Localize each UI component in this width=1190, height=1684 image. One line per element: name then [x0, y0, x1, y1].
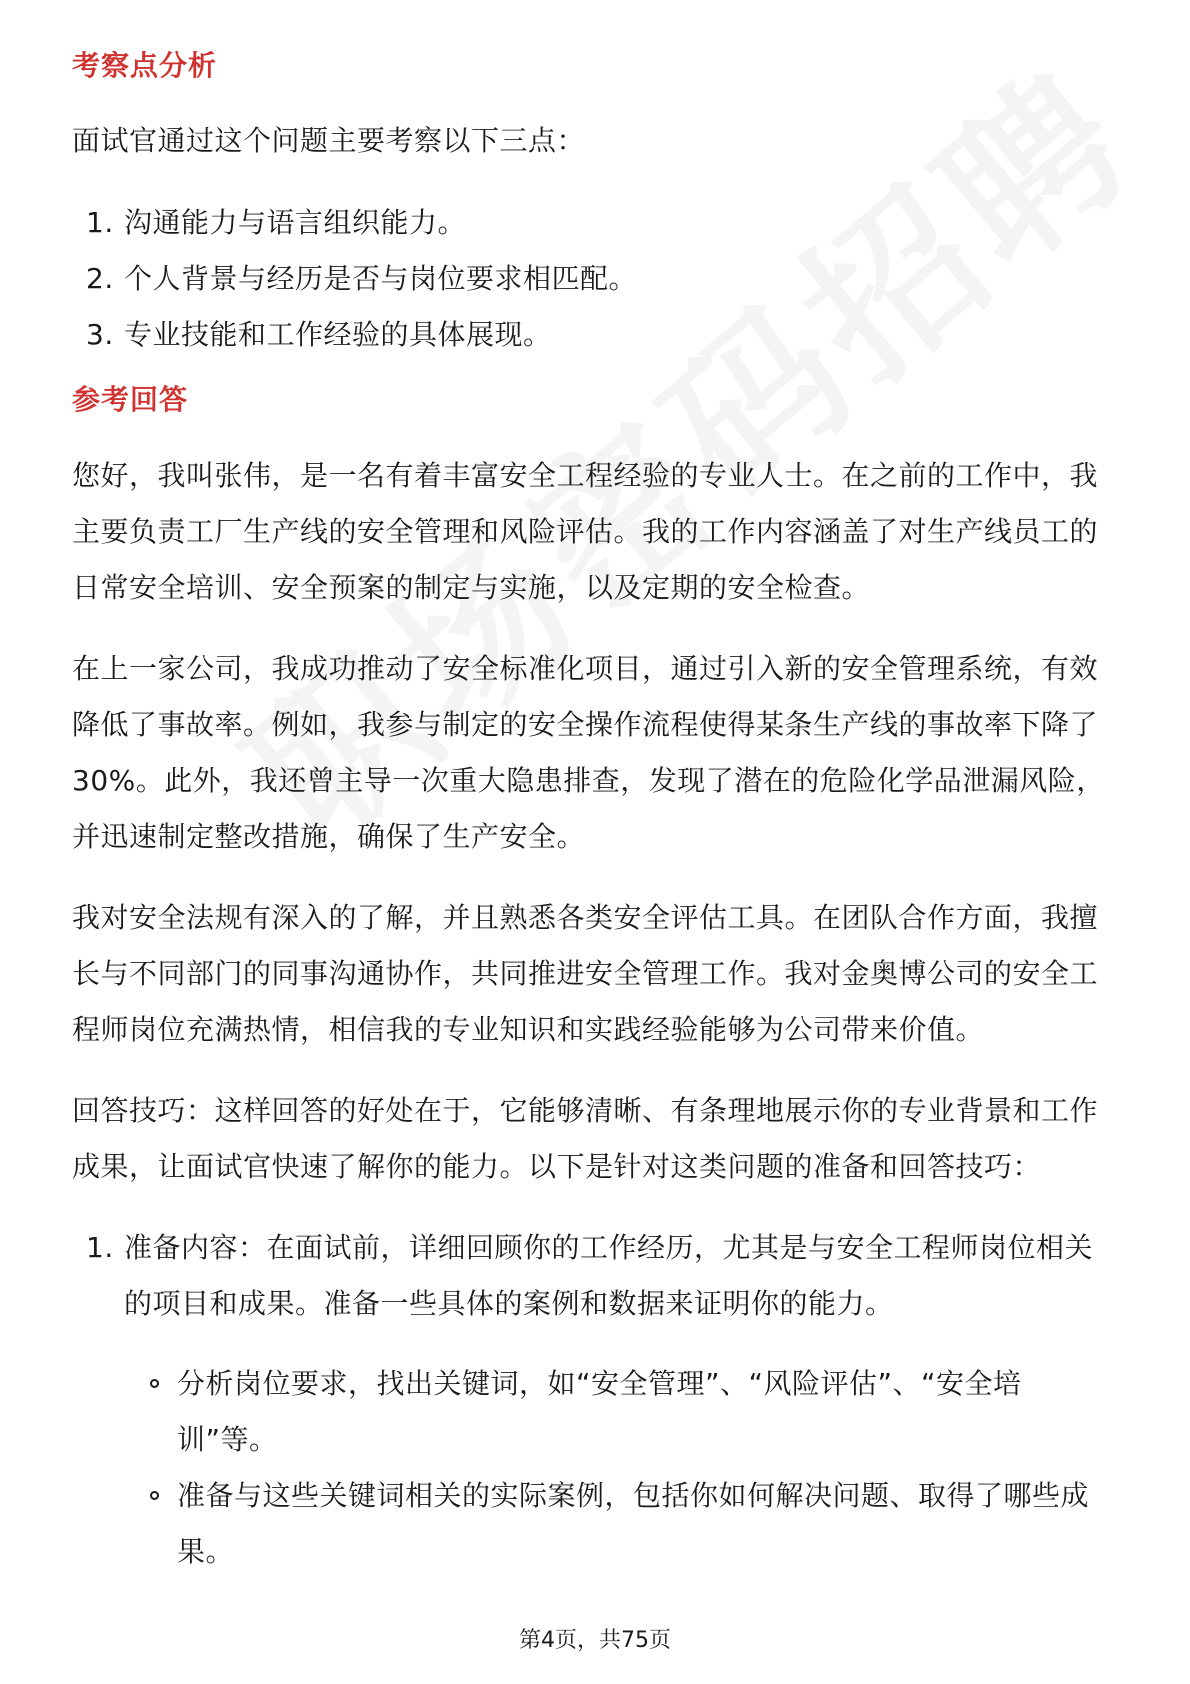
list-item-text: 个人背景与经历是否与岗位要求相匹配。: [124, 262, 638, 295]
list-number: 2.: [86, 262, 114, 295]
list-item-text: 沟通能力与语言组织能力。: [124, 206, 467, 239]
tips-sublist: [72, 1356, 1118, 1580]
text-line: 30%。此外，我还曾主导一次重大隐患排查，发现了潜在的危险化学品泄漏风险，: [72, 764, 1105, 797]
list-number: 1.: [86, 1231, 114, 1264]
sublist-item-text: 分析岗位要求，找出关键词，如“安全管理”、“风险评估”、“安全培训”等。: [177, 1367, 1022, 1456]
answer-paragraph-3: [72, 890, 1118, 1058]
section-heading-answer: 参考回答: [72, 383, 189, 416]
text-line: 您好，我叫张伟，是一名有着丰富安全工程经验的专业人士。在之前的工作中，我: [72, 459, 1099, 492]
list-item: [72, 1220, 1118, 1332]
text-line: 我对安全法规有深入的了解，并且熟悉各类安全评估工具。在团队合作方面，我擅: [72, 901, 1099, 934]
text-line: 长与不同部门的同事沟通协作，共同推进安全管理工作。我对金奥博公司的安全工: [72, 957, 1099, 990]
list-number: 3.: [86, 318, 114, 351]
list-number: 1.: [86, 206, 114, 239]
sublist-item: [72, 1356, 1118, 1468]
analysis-list: [72, 195, 1118, 363]
text-line: 主要负责工厂生产线的安全管理和风险评估。我的工作内容涵盖了对生产线员工的: [72, 515, 1099, 548]
text-line: 降低了事故率。例如，我参与制定的安全操作流程使得某条生产线的事故率下降了: [72, 708, 1099, 741]
document-page: [72, 0, 1118, 1580]
analysis-intro: 面试官通过这个问题主要考察以下三点：: [72, 124, 586, 157]
circle-bullet-icon: [150, 1491, 159, 1500]
answer-paragraph-2: [72, 641, 1118, 865]
list-item: [72, 307, 1118, 363]
sublist-item-text: 准备与这些关键词相关的实际案例，包括你如何解决问题、取得了哪些成: [177, 1479, 1090, 1512]
circle-bullet-icon: [150, 1379, 159, 1388]
list-item-text: 专业技能和工作经验的具体展现。: [124, 318, 552, 351]
list-item: [72, 195, 1118, 251]
text-line: 在上一家公司，我成功推动了安全标准化项目，通过引入新的安全管理系统，有效: [72, 652, 1099, 685]
list-item: [72, 251, 1118, 307]
text-line: 日常安全培训、安全预案的制定与实施，以及定期的安全检查。: [72, 571, 871, 604]
page-footer: 第4页，共75页: [519, 1628, 671, 1653]
text-line: 成果，让面试官快速了解你的能力。以下是针对这类问题的准备和回答技巧：: [72, 1150, 1042, 1183]
text-line: 程师岗位充满热情，相信我的专业知识和实践经验能够为公司带来价值。: [72, 1013, 985, 1046]
answer-tips-paragraph: [72, 1083, 1118, 1195]
text-line: 并迅速制定整改措施，确保了生产安全。: [72, 820, 586, 853]
answer-paragraph-1: [72, 448, 1118, 616]
list-item-text: 准备内容：在面试前，详细回顾你的工作经历，尤其是与安全工程师岗位相关: [124, 1231, 1094, 1264]
section-heading-analysis: 考察点分析: [72, 49, 218, 82]
tips-list: [72, 1220, 1118, 1332]
list-item-text: 的项目和成果。准备一些具体的案例和数据来证明你的能力。: [124, 1287, 894, 1320]
sublist-item-text: 果。: [177, 1535, 235, 1568]
text-line: 回答技巧：这样回答的好处在于，它能够清晰、有条理地展示你的专业背景和工作: [72, 1094, 1099, 1127]
sublist-item: [72, 1468, 1118, 1580]
